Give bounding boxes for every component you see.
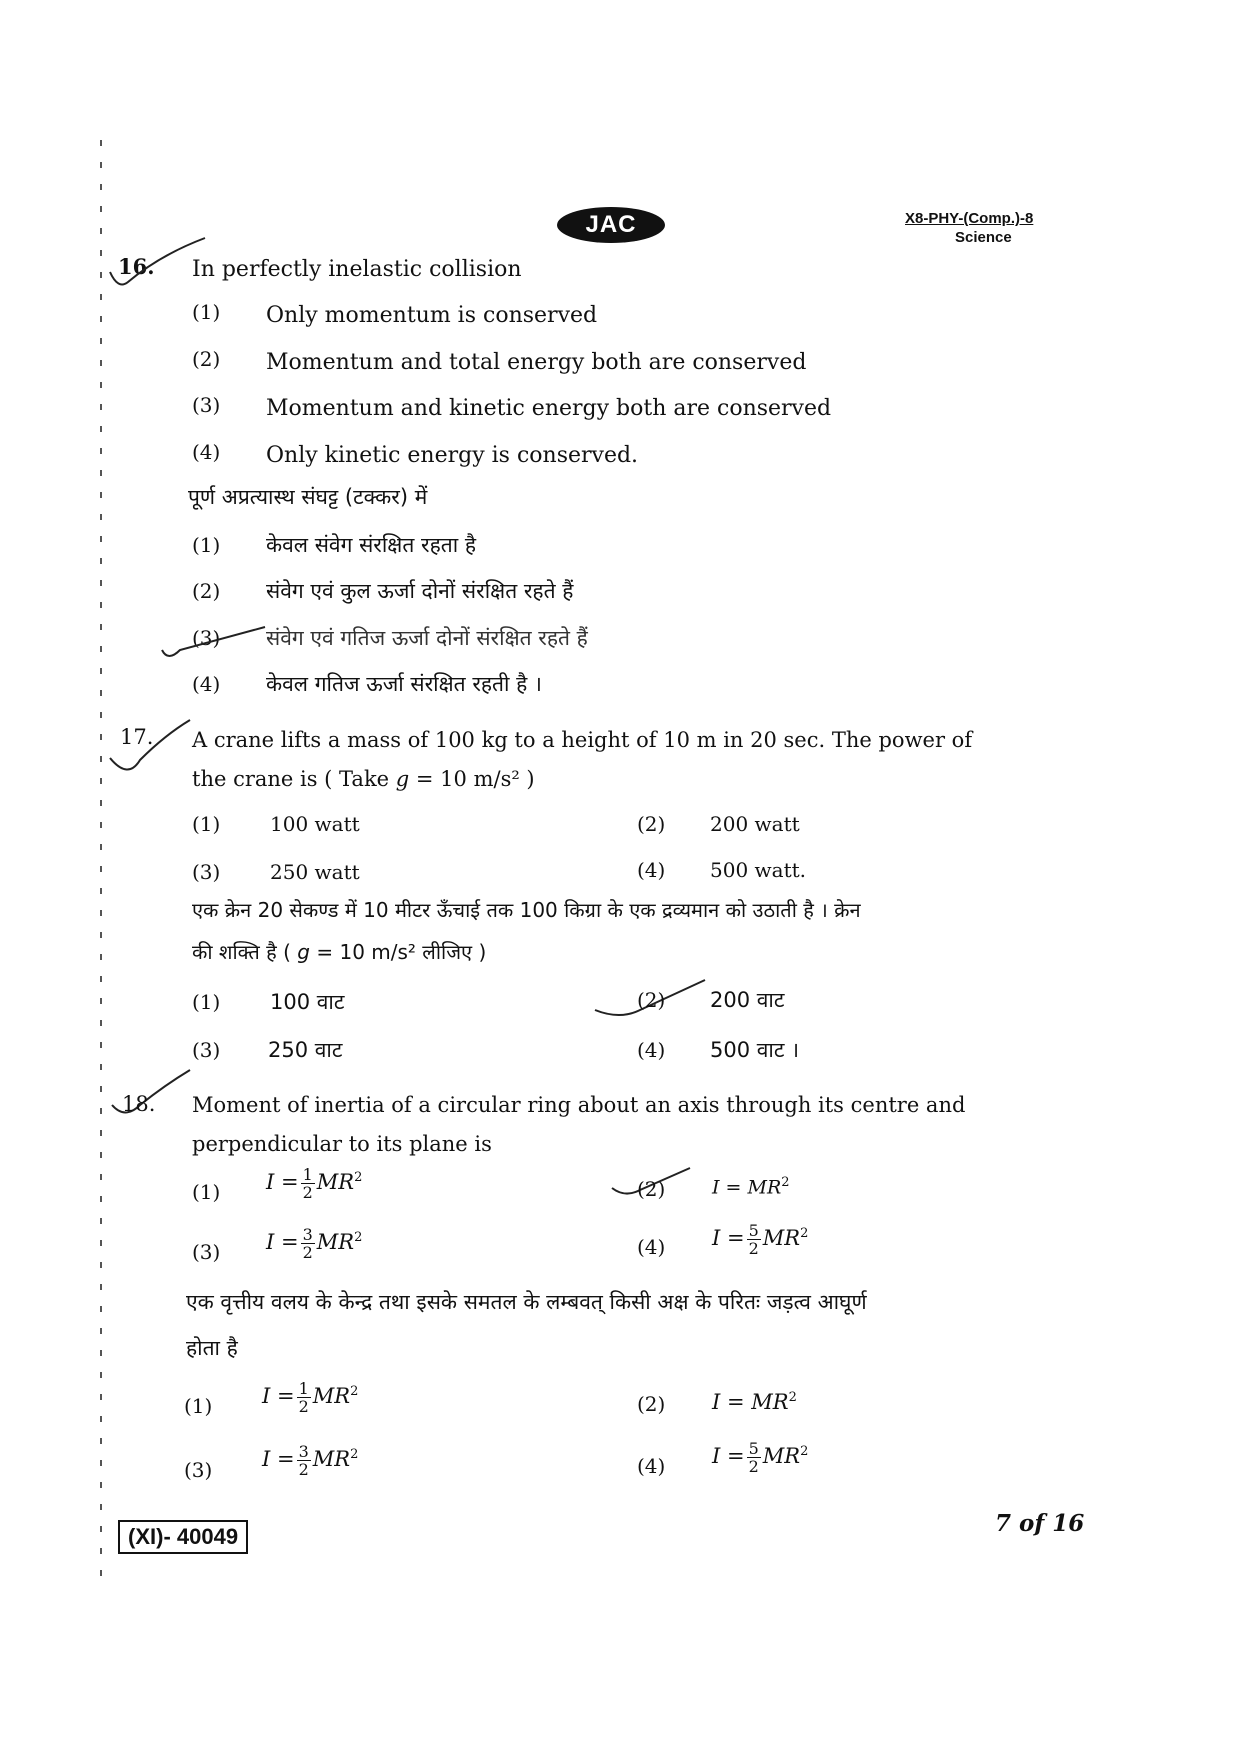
q17-en-post: = 10 m/s² ) [409,767,535,791]
formula-power: 2 [800,1444,809,1459]
question-17-text-en-line2 [192,759,535,799]
q18-en-option-formula [712,1222,808,1257]
q17-en-option-label: (2) [637,812,666,836]
formula-rhs: MR [747,1176,782,1199]
q18-hi-option-label: (4) [637,1454,666,1478]
formula-fraction [301,1226,315,1261]
formula-lhs: I = [266,1230,299,1254]
q18-en-option-formula [266,1226,362,1261]
fraction-numerator: 1 [302,1165,313,1184]
q16-en-option-label: (4) [192,440,221,464]
q18-en-option-formula [712,1175,790,1198]
page-number: 7 of 16 [995,1510,1085,1537]
formula-rhs: MR [316,1170,355,1194]
q16-en-option-label: (3) [192,393,221,417]
formula-lhs: I = [712,1444,745,1468]
q16-en-option-text: Momentum and total energy both are conserved [266,350,807,375]
q18-hi-option-formula [262,1380,358,1415]
q16-hi-option-label: (4) [192,672,221,696]
formula-fraction [747,1440,761,1475]
formula-power: 2 [354,1230,363,1245]
q17-en-var: g [395,767,410,791]
q18-hi-option-label: (2) [637,1392,666,1416]
q18-hi-option-formula [262,1443,358,1478]
q17-hi-option-text: 500 वाट । [710,1038,800,1062]
q16-hi-option-label: (3) [192,626,221,650]
formula-rhs: MR [312,1384,351,1408]
formula-lhs: I = [262,1384,295,1408]
fraction-denominator: 2 [298,1397,309,1416]
question-16-text-hi: पूर्ण अप्रत्यास्थ संघट्ट (टक्कर) में [188,485,428,509]
q17-en-option-label: (3) [192,860,221,884]
formula-power: 2 [788,1390,797,1405]
question-17-text-hi-line2 [192,938,486,965]
q18-en-option-label: (3) [192,1240,221,1264]
fraction-denominator: 2 [298,1460,309,1479]
q17-hi-post: = 10 m/s² लीजिए ) [310,940,487,964]
q17-en-option-text: 250 watt [270,860,360,884]
footer-code: (XI)- 40049 [118,1520,248,1554]
formula-power: 2 [800,1226,809,1241]
fraction-numerator: 5 [748,1221,759,1240]
formula-power: 2 [350,1447,359,1462]
formula-fraction [297,1380,311,1415]
q17-hi-var: g [297,940,310,964]
q16-hi-option-text: संवेग एवं गतिज ऊर्जा दोनों संरक्षित रहते हैं [266,626,588,650]
formula-power: 2 [781,1175,790,1190]
q17-en-option-label: (4) [637,858,666,882]
q16-hi-option-text: केवल संवेग संरक्षित रहता है [266,533,476,557]
q17-hi-option-label: (2) [637,988,666,1012]
q16-en-option-text: Momentum and kinetic energy both are conserved [266,396,832,421]
q17-hi-option-text: 200 वाट [710,988,785,1012]
q16-en-option-text: Only momentum is conserved [266,303,598,328]
q18-en-option-label: (4) [637,1235,666,1259]
q17-hi-option-text: 100 वाट [270,990,345,1014]
question-18-text-hi-line2: होता है [186,1336,238,1360]
q16-hi-option-text: संवेग एवं कुल ऊर्जा दोनों संरक्षित रहते हैं [266,579,574,603]
question-18-text-hi-line1: एक वृत्तीय वलय के केन्द्र तथा इसके समतल के लम्बवत् किसी अक्ष के परितः जड़त्व आघूर्ण [186,1290,867,1314]
q18-hi-option-formula [712,1440,808,1475]
formula-power: 2 [350,1384,359,1399]
q16-en-option-label: (1) [192,300,221,324]
q17-en-option-text: 100 watt [270,812,360,836]
q18-hi-option-formula [712,1390,797,1414]
q17-en-option-text: 500 watt. [710,858,807,882]
formula-power: 2 [354,1170,363,1185]
q17-hi-option-label: (4) [637,1038,666,1062]
formula-fraction [747,1222,761,1257]
q17-hi-option-label: (1) [192,990,221,1014]
formula-lhs: I = [712,1176,742,1199]
tick-mark-q16-option3 [162,627,265,656]
q17-en-option-label: (1) [192,812,221,836]
formula-rhs: MR [762,1444,801,1468]
fraction-denominator: 2 [748,1457,759,1476]
formula-lhs: I = [262,1447,295,1471]
question-16-number: 16. [118,254,155,279]
formula-lhs: I = [712,1390,745,1414]
question-17-number: 17. [120,725,154,749]
q18-hi-option-label: (1) [184,1394,213,1418]
formula-rhs: MR [762,1226,801,1250]
fraction-numerator: 1 [298,1379,309,1398]
q18-en-option-label: (1) [192,1180,221,1204]
question-18-text-en-line1: Moment of inertia of a circular ring about an axis through its centre and [192,1093,966,1117]
question-18-text-en-line2: perpendicular to its plane is [192,1132,492,1156]
q17-hi-option-label: (3) [192,1038,221,1062]
q17-hi-pre: की शक्ति है ( [192,940,298,964]
q18-en-option-label: (2) [637,1177,666,1201]
formula-rhs: MR [312,1447,351,1471]
formula-lhs: I = [266,1170,299,1194]
formula-fraction [297,1443,311,1478]
question-18-number: 18. [122,1092,156,1116]
q18-en-option-formula [266,1166,362,1201]
q16-hi-option-label: (1) [192,533,221,557]
formula-rhs: MR [751,1390,789,1414]
tick-mark-q16 [110,238,205,284]
question-17-text-en-line1: A crane lifts a mass of 100 kg to a height of 10 m in 20 sec. The power of [192,728,973,752]
fraction-denominator: 2 [748,1239,759,1258]
fraction-numerator: 5 [748,1439,759,1458]
jac-logo: JAC [557,207,665,243]
q16-hi-option-text: केवल गतिज ऊर्जा संरक्षित रहती है । [266,672,542,696]
subject-label: Science [955,229,1012,246]
formula-rhs: MR [316,1230,355,1254]
q16-en-option-label: (2) [192,347,221,371]
question-16-text-en: In perfectly inelastic collision [192,257,522,282]
formula-fraction [301,1166,315,1201]
formula-lhs: I = [712,1226,745,1250]
q18-hi-option-label: (3) [184,1458,213,1482]
q17-hi-option-text: 250 वाट [268,1038,343,1062]
q17-en-option-text: 200 watt [710,812,800,836]
q16-hi-option-label: (2) [192,579,221,603]
fraction-numerator: 3 [298,1442,309,1461]
q17-en-pre: the crane is ( Take [192,767,396,791]
q16-en-option-text: Only kinetic energy is conserved. [266,443,639,468]
fraction-numerator: 3 [302,1225,313,1244]
fraction-denominator: 2 [302,1183,313,1202]
question-17-text-hi-line1: एक क्रेन 20 सेकण्ड में 10 मीटर ऊँचाई तक 100 किग्रा के एक द्रव्यमान को उठाती है । क्रेन [192,898,861,922]
fraction-denominator: 2 [302,1243,313,1262]
paper-code: X8-PHY-(Comp.)-8 [905,210,1034,227]
